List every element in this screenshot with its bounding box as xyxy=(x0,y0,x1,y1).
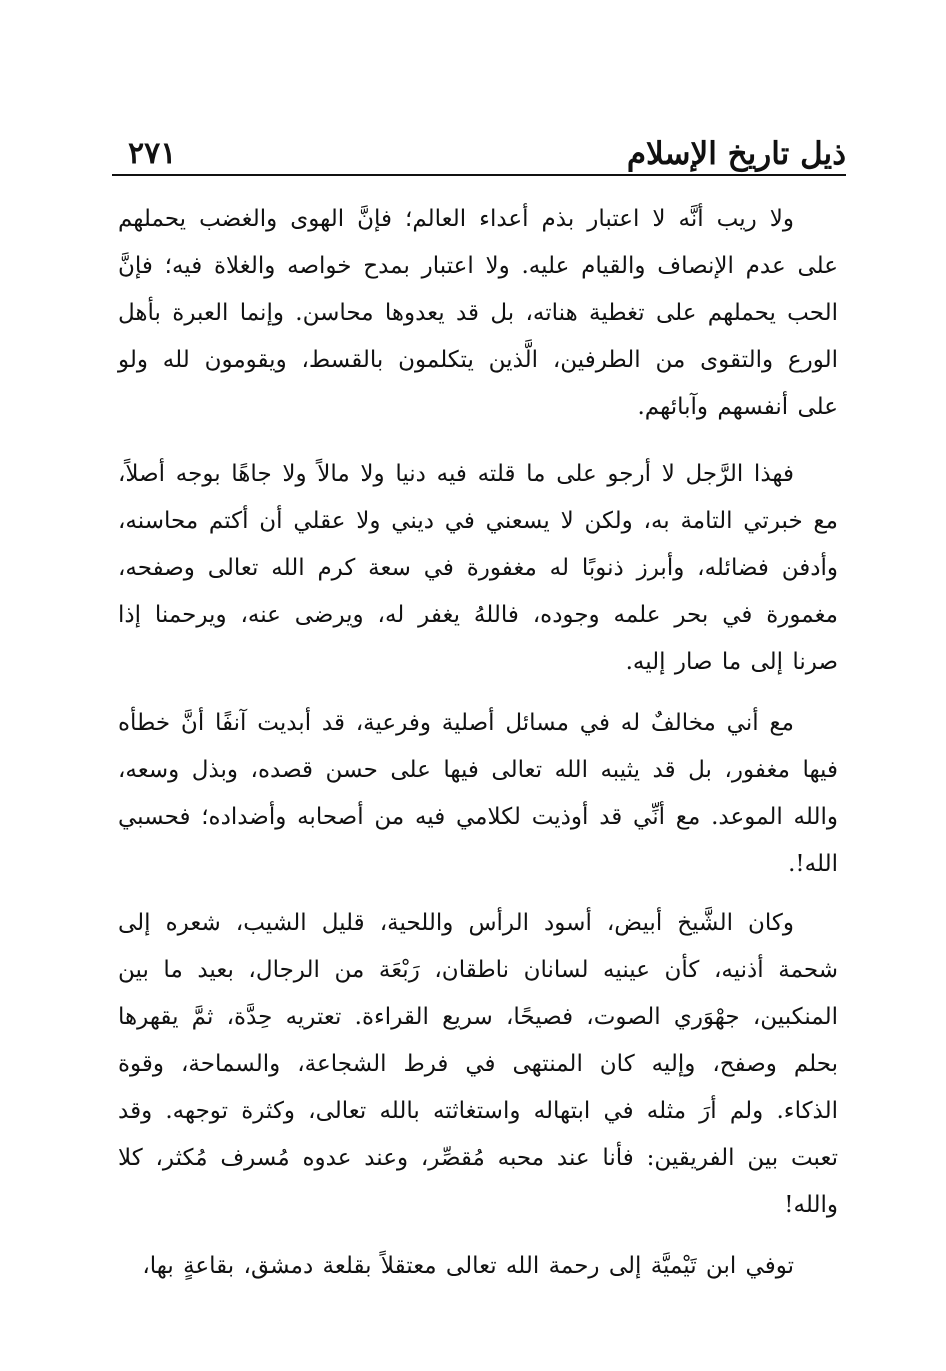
paragraph: وكان الشَّيخ أبيض، أسود الرأس واللحية، قليل الشيب، شعره إلى شحمة أذنيه، كأن عينيه لسانان ناطقان، رَبْعَة من الرجال، بعيد ما بين المنكبين، جهْوَري الصوت، فصيحًا، سريع القراءة. تعتريه حِدَّة، ثمَّ يقهرها بحلم وصفح، وإليه كان المنتهى في فرط الشجاعة، والسماحة، وقوة الذكاء. ولم أرَ مثله في ابتهاله واستغاثته بالله تعالى، وكثرة توجهه. وقد تعبت بين الفريقين: فأنا عند محبه مُقصِّر، وعند عدوه مُسرف مُكثر، كلا والله! xyxy=(118,910,838,1218)
paragraph: مع أني مخالفٌ له في مسائل أصلية وفرعية، قد أبديت آنفًا أنَّ خطأه فيها مغفور، بل قد يثيبه الله تعالى فيها على حسن قصده، وبذل وسعه، والله الموعد. مع أنِّي قد أوذيت لكلامي فيه من أصحابه وأضداده؛ فحسبي الله!. xyxy=(118,710,838,877)
book-title: ذيل تاريخ الإسلام xyxy=(626,136,846,172)
paragraph: توفي ابن تَيْميَّة إلى رحمة الله تعالى معتقلاً بقلعة دمشق، بقاعةٍ بها، xyxy=(142,1253,794,1279)
paragraph: ولا ريب أنَّه لا اعتبار بذم أعداء العالم؛ فإنَّ الهوى والغضب يحملهم على عدم الإنصاف والقيام عليه. ولا اعتبار بمدح خواصه والغلاة فيه؛ فإنَّ الحب يحملهم على تغطية هناته، بل قد يعدوها محاسن. وإنما العبرة بأهل الورع والتقوى من الطرفين، الَّذين يتكلمون بالقسط، ويقومون لله ولو على أنفسهم وآبائهم. xyxy=(118,206,838,420)
running-header xyxy=(112,128,846,174)
page-body xyxy=(118,196,838,1290)
header-rule xyxy=(112,174,846,176)
paragraph: فهذا الرَّجل لا أرجو على ما قلته فيه دنيا ولا مالاً ولا جاهًا بوجه أصلاً، مع خبرتي التامة به، ولكن لا يسعني في ديني ولا عقلي أن أكتم محاسنه، وأدفن فضائله، وأبرز ذنوبًا له مغفورة في سعة كرم الله تعالى وصفحه، مغمورة في بحر علمه وجوده، فاللهُ يغفر له، ويرضى عنه، ويرحمنا إذا صرنا إلى ما صار إليه. xyxy=(118,461,838,675)
page-number: ٢٧١ xyxy=(128,136,177,171)
